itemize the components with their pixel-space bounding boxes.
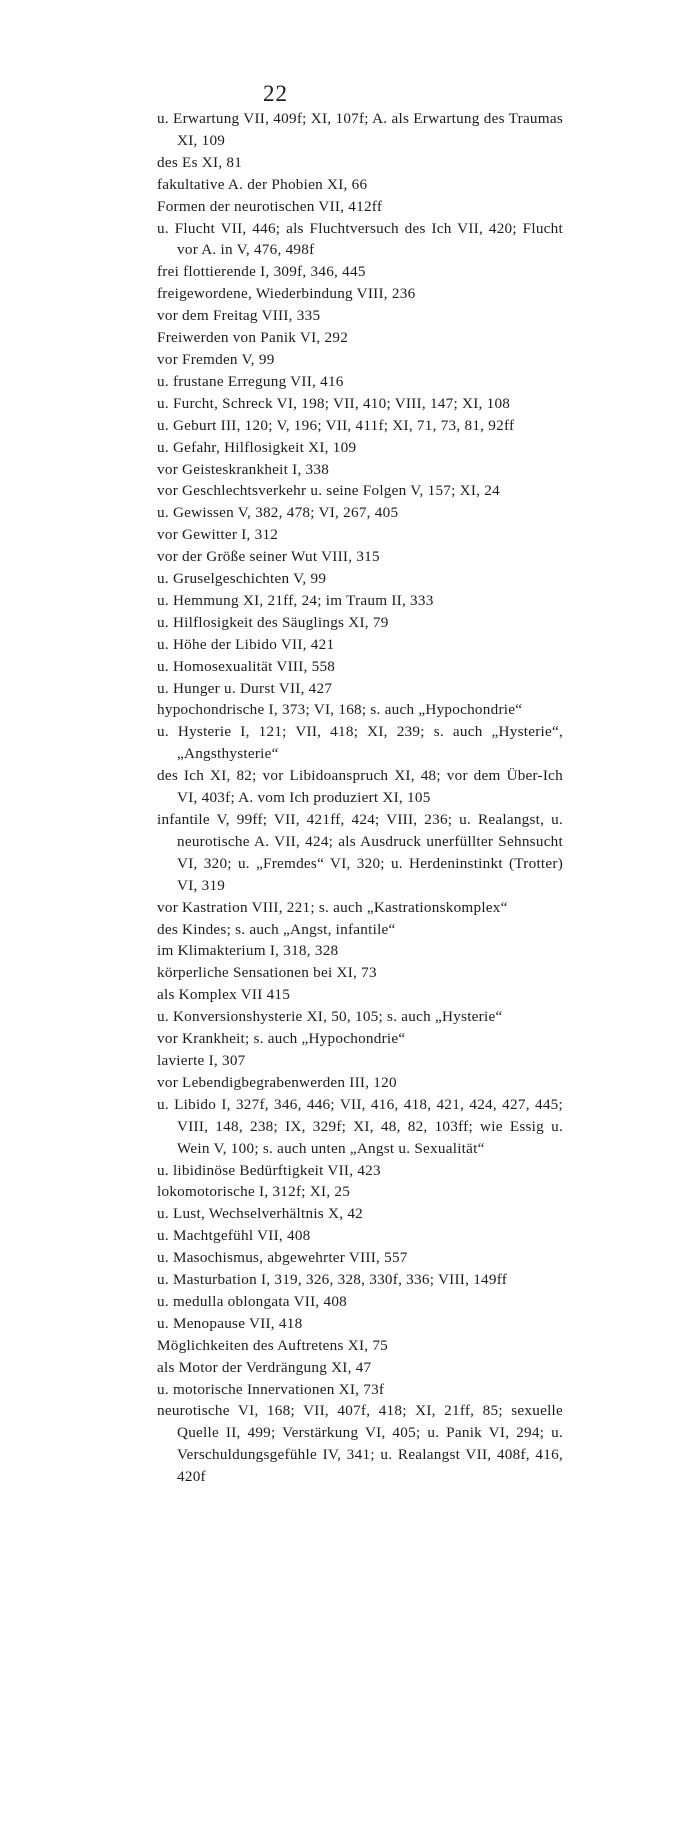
index-entry: des Ich XI, 82; vor Libidoanspruch XI, 48; vor dem Über-Ich VI, 403f; A. vom Ich produziert XI, 105 bbox=[157, 767, 563, 807]
index-entry: vor der Größe seiner Wut VIII, 315 bbox=[157, 548, 380, 566]
index-entry: u. Masochismus, abgewehrter VIII, 557 bbox=[157, 1249, 408, 1267]
index-entry: u. Erwartung VII, 409f; XI, 107f; A. als Erwartung des Traumas XI, 109 bbox=[157, 110, 563, 149]
index-entry: u. Höhe der Libido VII, 421 bbox=[157, 635, 335, 653]
index-entry: fakultative A. der Phobien XI, 66 bbox=[157, 175, 368, 193]
index-entry: vor Fremden V, 99 bbox=[157, 350, 275, 368]
index-entry: u. Masturbation I, 319, 326, 328, 330f, 336; VIII, 149ff bbox=[157, 1271, 508, 1289]
index-entry: als Komplex VII 415 bbox=[157, 986, 291, 1004]
index-entry: u. Flucht VII, 446; als Fluchtversuch des Ich VII, 420; Flucht vor A. in V, 476, 498f bbox=[157, 219, 563, 259]
index-entry: vor Lebendigbegrabenwerden III, 120 bbox=[157, 1073, 397, 1091]
index-entry: vor Gewitter I, 312 bbox=[157, 526, 279, 544]
page-number: 22 bbox=[263, 81, 288, 106]
index-entry: u. Hemmung XI, 21ff, 24; im Traum II, 333 bbox=[157, 591, 434, 609]
index-entry: u. Libido I, 327f, 346, 446; VII, 416, 418, 421, 424, 427, 445; VIII, 148, 238; IX, 329f; XI, 48, 82, 103ff; wie Essig u. Wein V, 100; s. auch unten „Angst u. Sexualität“ bbox=[157, 1095, 563, 1157]
index-entry: u. Geburt III, 120; V, 196; VII, 411f; XI, 71, 73, 81, 92ff bbox=[157, 416, 515, 434]
index-entry: frei flottierende I, 309f, 346, 445 bbox=[157, 263, 366, 281]
index-entry: u. Hysterie I, 121; VII, 418; XI, 239; s. auch „Hysterie“, „Angsthysterie“ bbox=[157, 723, 563, 763]
index-entry: freigewordene, Wiederbindung VIII, 236 bbox=[157, 285, 416, 303]
index-entry: u. Gewissen V, 382, 478; VI, 267, 405 bbox=[157, 504, 399, 522]
index-entry: u. Menopause VII, 418 bbox=[157, 1314, 303, 1332]
index-entry: Freiwerden von Panik VI, 292 bbox=[157, 329, 349, 347]
index-entry: infantile V, 99ff; VII, 421ff, 424; VIII, 236; u. Realangst, u. neurotische A. VII, 424; als Ausdruck unerfüllter Sehnsucht VI, 320; u. „Fremdes“ VI, 320; u. Herdeninstinkt (Trotter) VI, 319 bbox=[157, 811, 563, 894]
index-entry: u. Furcht, Schreck VI, 198; VII, 410; VIII, 147; XI, 108 bbox=[157, 394, 511, 412]
index-entry: u. medulla oblongata VII, 408 bbox=[157, 1292, 348, 1310]
index-entry: u. Hilflosigkeit des Säuglings XI, 79 bbox=[157, 613, 389, 631]
index-entry: neurotische VI, 168; VII, 407f, 418; XI, 21ff, 85; sexuelle Quelle II, 499; Verstärkung VI, 405; u. Panik VI, 294; u. Verschuldungsgefühle IV, 341; u. Realangst VII, 408f, 416, 420f bbox=[157, 1402, 563, 1486]
index-entry: u. Machtgefühl VII, 408 bbox=[157, 1227, 311, 1245]
index-entry: u. frustane Erregung VII, 416 bbox=[157, 372, 344, 390]
index-entry: Formen der neurotischen VII, 412ff bbox=[157, 197, 383, 215]
index-entry: u. Hunger u. Durst VII, 427 bbox=[157, 679, 333, 697]
index-entry: u. Gefahr, Hilflosigkeit XI, 109 bbox=[157, 438, 357, 456]
index-entry: vor Geschlechtsverkehr u. seine Folgen V, 157; XI, 24 bbox=[157, 482, 500, 500]
index-entry: u. motorische Innervationen XI, 73f bbox=[157, 1380, 385, 1398]
index-entry: des Es XI, 81 bbox=[157, 153, 243, 171]
index-entry: vor Krankheit; s. auch „Hypochondrie“ bbox=[157, 1030, 406, 1048]
index-entry: des Kindes; s. auch „Angst, infantile“ bbox=[157, 920, 396, 938]
index-entry: als Motor der Verdrängung XI, 47 bbox=[157, 1358, 372, 1376]
index-entry: vor dem Freitag VIII, 335 bbox=[157, 307, 321, 325]
index-entry: im Klimakterium I, 318, 328 bbox=[157, 942, 339, 960]
index-entry: lavierte I, 307 bbox=[157, 1051, 246, 1069]
index-entry: u. Lust, Wechselverhältnis X, 42 bbox=[157, 1205, 364, 1223]
index-entry: u. Homosexualität VIII, 558 bbox=[157, 657, 336, 675]
index-entry: u. libidinöse Bedürftigkeit VII, 423 bbox=[157, 1161, 381, 1179]
index-entry-list bbox=[157, 108, 563, 1488]
index-entry: körperliche Sensationen bei XI, 73 bbox=[157, 964, 377, 982]
index-entry: vor Kastration VIII, 221; s. auch „Kastrationskomplex“ bbox=[157, 898, 508, 916]
index-entry: vor Geisteskrankheit I, 338 bbox=[157, 460, 330, 478]
index-entry: Möglichkeiten des Auftretens XI, 75 bbox=[157, 1336, 389, 1354]
index-entry: u. Gruselgeschichten V, 99 bbox=[157, 570, 327, 588]
index-entry: lokomotorische I, 312f; XI, 25 bbox=[157, 1183, 351, 1201]
index-entry: u. Konversionshysterie XI, 50, 105; s. auch „Hysterie“ bbox=[157, 1008, 503, 1026]
index-entry: hypochondrische I, 373; VI, 168; s. auch „Hypochondrie“ bbox=[157, 701, 523, 719]
